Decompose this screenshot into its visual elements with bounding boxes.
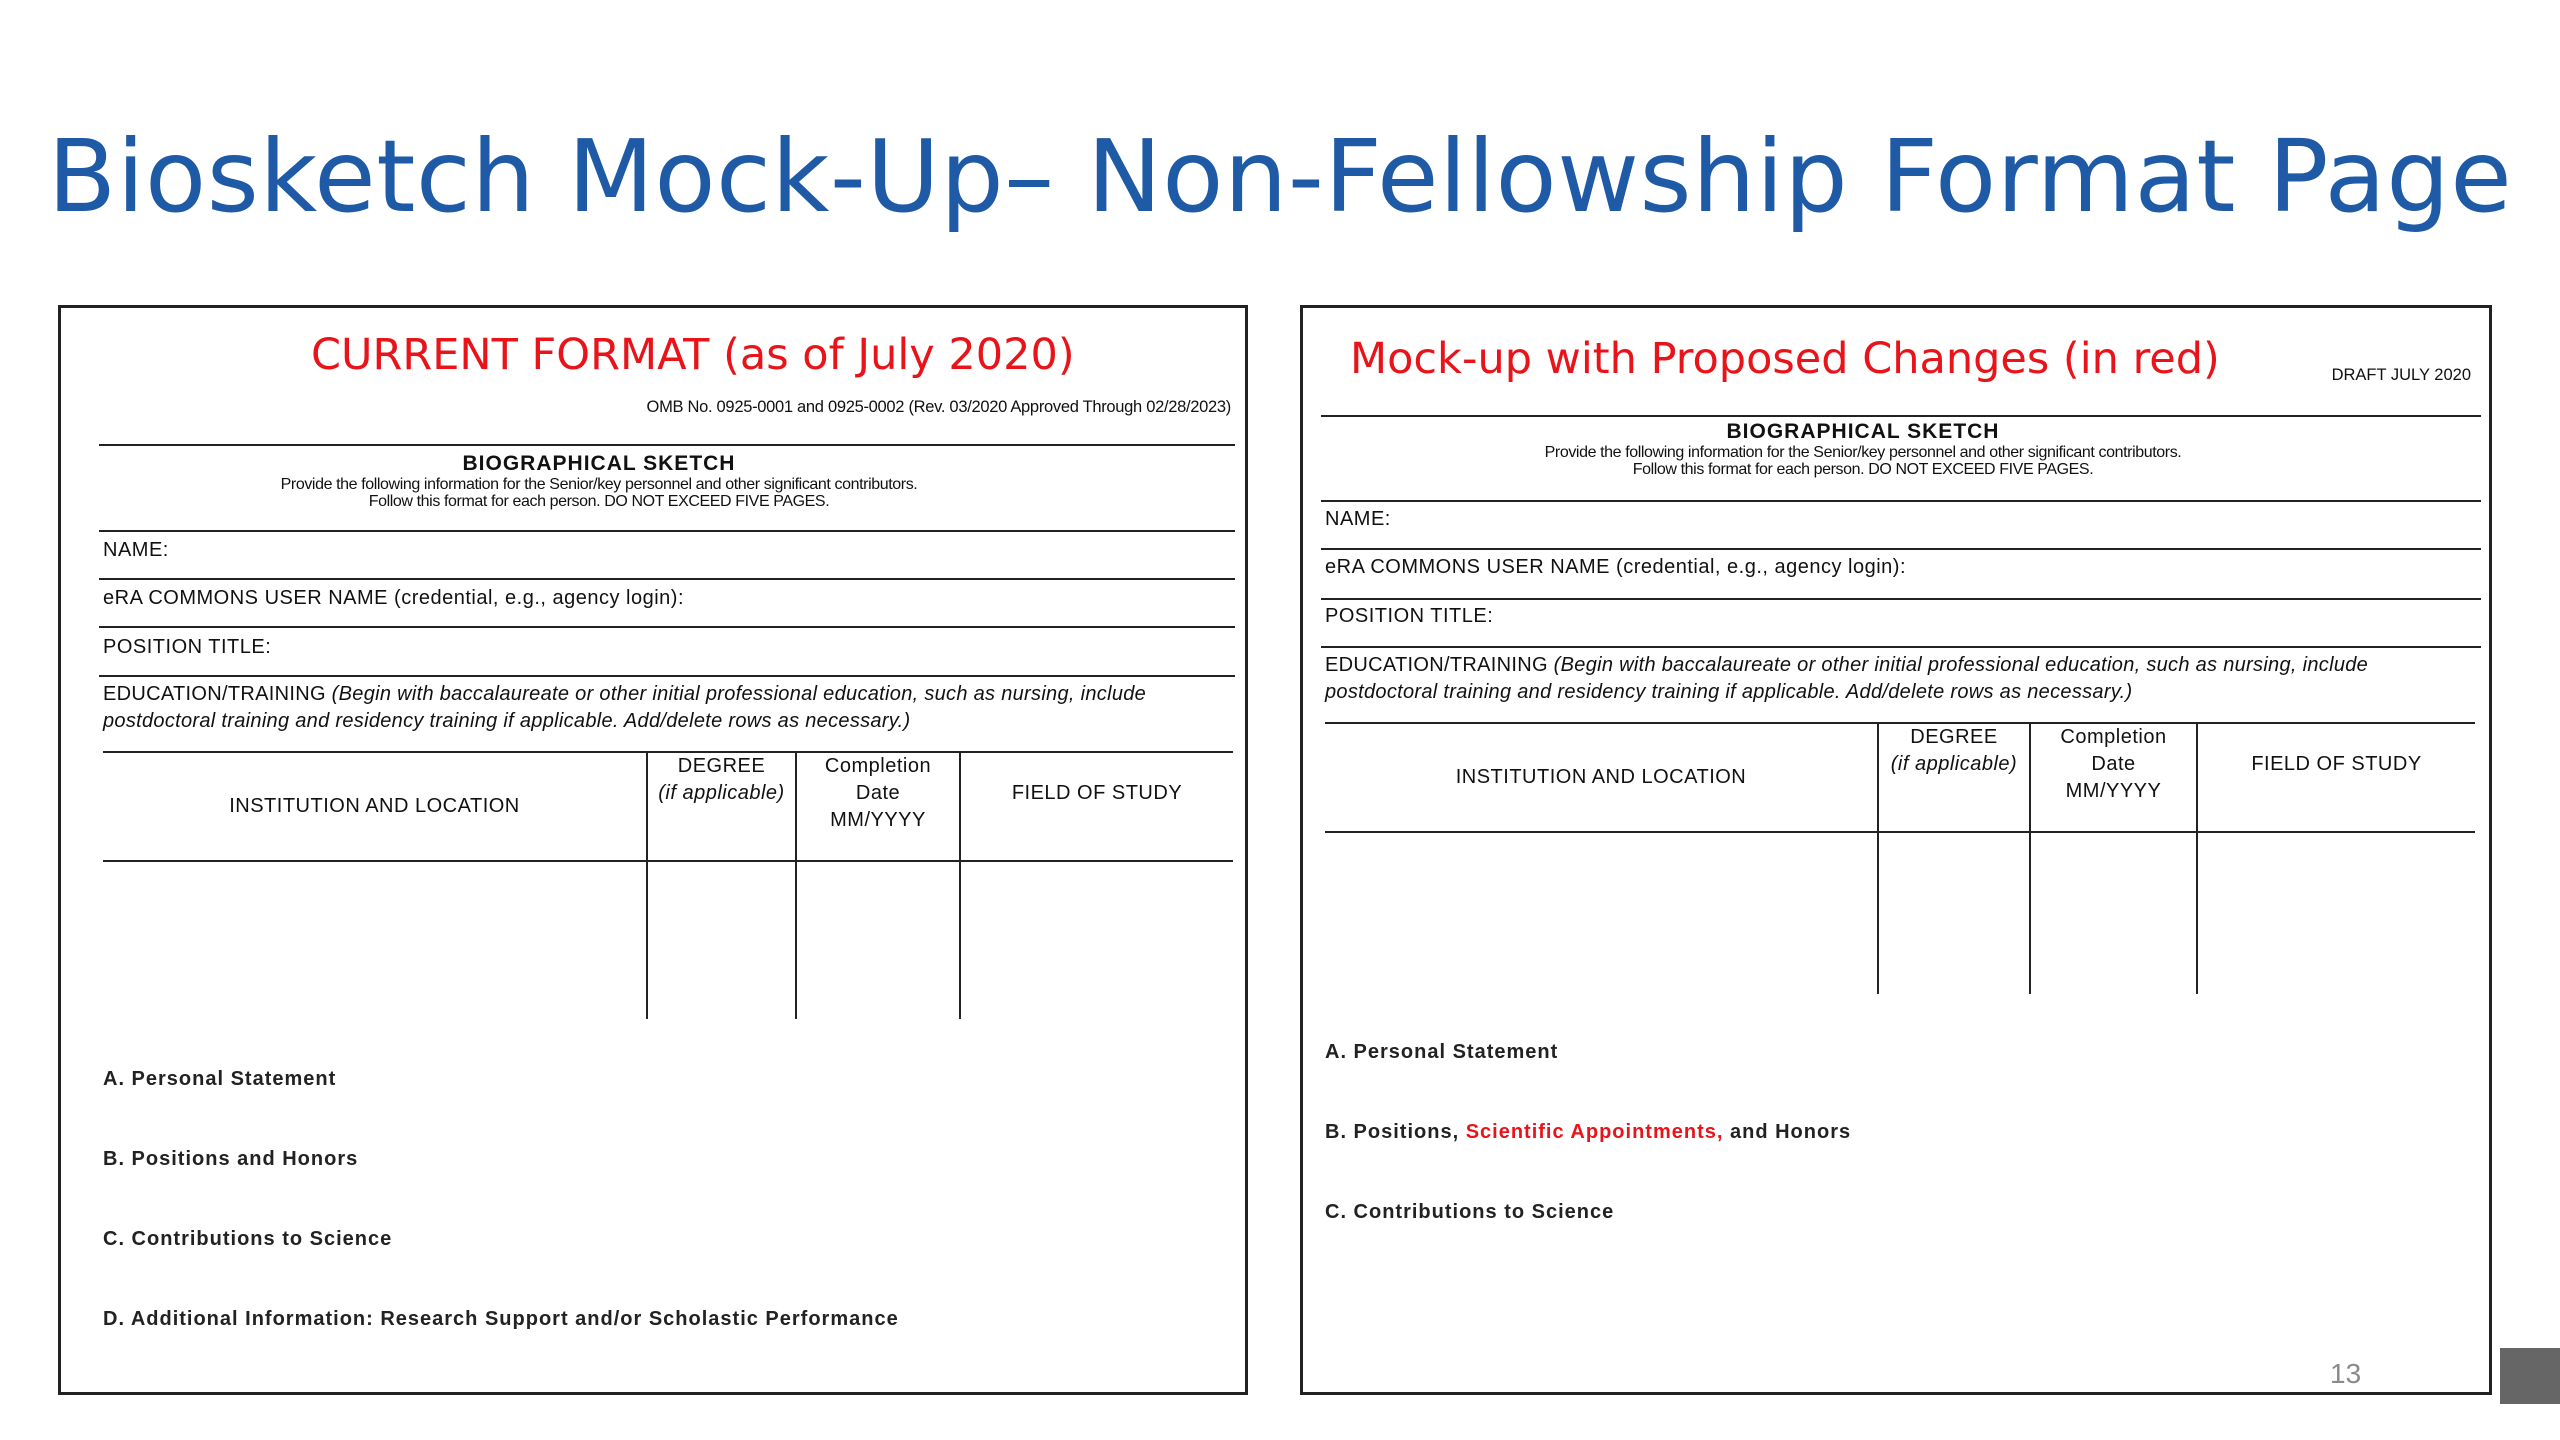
col-completion — [2031, 724, 2196, 805]
col-completion-line-3: MM/YYYY — [830, 809, 926, 831]
education-note: (Begin with baccalaureate or other initial professional education, such as nursing, include postdoctoral training and residency training if applicable. Add/delete rows as necessary.) — [103, 683, 1147, 732]
col-degree-label: DEGREE — [677, 755, 766, 777]
col-degree — [1879, 724, 2029, 778]
section-additional-info: D. Additional Information: Research Support and/or Scholastic Performance — [103, 1308, 899, 1330]
divider — [99, 626, 1235, 628]
section-positions-appointments-honors — [1325, 1121, 1851, 1144]
col-degree-label: DEGREE — [1910, 726, 1998, 748]
col-field-of-study: FIELD OF STUDY — [1011, 782, 1183, 804]
col-completion-line-1: Completion — [2060, 726, 2167, 748]
col-institution: INSTITUTION AND LOCATION — [229, 795, 520, 817]
form-header — [99, 452, 1099, 510]
divider — [1321, 548, 2481, 550]
col-degree-note: (if applicable) — [658, 782, 785, 804]
form-header — [1363, 420, 2363, 478]
corner-decoration — [2500, 1348, 2560, 1404]
section-personal-statement: A. Personal Statement — [1325, 1041, 1559, 1063]
slide-title: Biosketch Mock-Up– Non-Fellowship Format Page — [47, 118, 2513, 235]
section-contributions: C. Contributions to Science — [103, 1228, 393, 1250]
section-b-suffix: and Honors — [1729, 1121, 1852, 1143]
col-completion-line-3: MM/YYYY — [2065, 780, 2162, 802]
instruction-line-2: Follow this format for each person. DO NOT EXCEED FIVE PAGES. — [1632, 461, 2094, 478]
form-title: BIOGRAPHICAL SKETCH — [462, 452, 736, 475]
era-commons-label: eRA COMMONS USER NAME (credential, e.g., agency login): — [103, 587, 685, 609]
col-completion-line-1: Completion — [824, 755, 932, 777]
instruction-line-1: Provide the following information for the Senior/key personnel and other significant contributors. — [1544, 444, 2182, 461]
col-degree — [648, 753, 795, 807]
section-b-prefix: B. Positions, — [1325, 1121, 1460, 1143]
education-note: (Begin with baccalaureate or other initial professional education, such as nursing, include postdoctoral training and residency training if applicable. Add/delete rows as necessary.) — [1325, 654, 2369, 703]
section-contributions: C. Contributions to Science — [1325, 1201, 1615, 1223]
position-title-label: POSITION TITLE: — [1325, 605, 1494, 627]
proposed-changes-panel — [1300, 305, 2492, 1395]
divider — [1321, 415, 2481, 417]
col-degree-note: (if applicable) — [1890, 753, 2018, 775]
page-number: 13 — [2330, 1358, 2362, 1389]
table-header-border — [103, 860, 1233, 862]
col-completion-line-2: Date — [2091, 753, 2136, 775]
divider — [99, 444, 1235, 446]
col-institution: INSTITUTION AND LOCATION — [1455, 766, 1747, 788]
section-positions-honors: B. Positions and Honors — [103, 1148, 359, 1170]
instruction-line-2: Follow this format for each person. DO NOT EXCEED FIVE PAGES. — [368, 493, 830, 510]
current-format-panel — [58, 305, 1248, 1395]
education-training — [1325, 652, 2475, 706]
divider — [99, 578, 1235, 580]
col-completion — [797, 753, 959, 834]
education-label: EDUCATION/TRAINING — [103, 683, 326, 705]
section-b-proposed-change: Scientific Appointments, — [1465, 1121, 1724, 1143]
instruction-line-1: Provide the following information for the Senior/key personnel and other significant contributors. — [280, 476, 918, 493]
divider — [1321, 646, 2481, 648]
omb-number: OMB No. 0925-0001 and 0925-0002 (Rev. 03/2020 Approved Through 02/28/2023) — [646, 398, 1231, 416]
position-title-label: POSITION TITLE: — [103, 636, 272, 658]
table-header-border — [1325, 831, 2475, 833]
education-label: EDUCATION/TRAINING — [1325, 654, 1548, 676]
divider — [1321, 500, 2481, 502]
divider — [1321, 598, 2481, 600]
education-training — [103, 681, 1233, 735]
col-completion-line-2: Date — [855, 782, 901, 804]
name-label: NAME: — [1325, 508, 1391, 530]
divider — [99, 530, 1235, 532]
name-label: NAME: — [103, 539, 169, 561]
current-format-heading: CURRENT FORMAT (as of July 2020) — [311, 330, 1075, 380]
era-commons-label: eRA COMMONS USER NAME (credential, e.g., agency login): — [1325, 556, 1907, 578]
col-field-of-study: FIELD OF STUDY — [2251, 753, 2422, 775]
form-title: BIOGRAPHICAL SKETCH — [1726, 420, 2000, 443]
proposed-changes-heading: Mock-up with Proposed Changes (in red) — [1350, 334, 2220, 384]
draft-label: DRAFT JULY 2020 — [2331, 366, 2471, 384]
divider — [99, 675, 1235, 677]
section-personal-statement: A. Personal Statement — [103, 1068, 337, 1090]
